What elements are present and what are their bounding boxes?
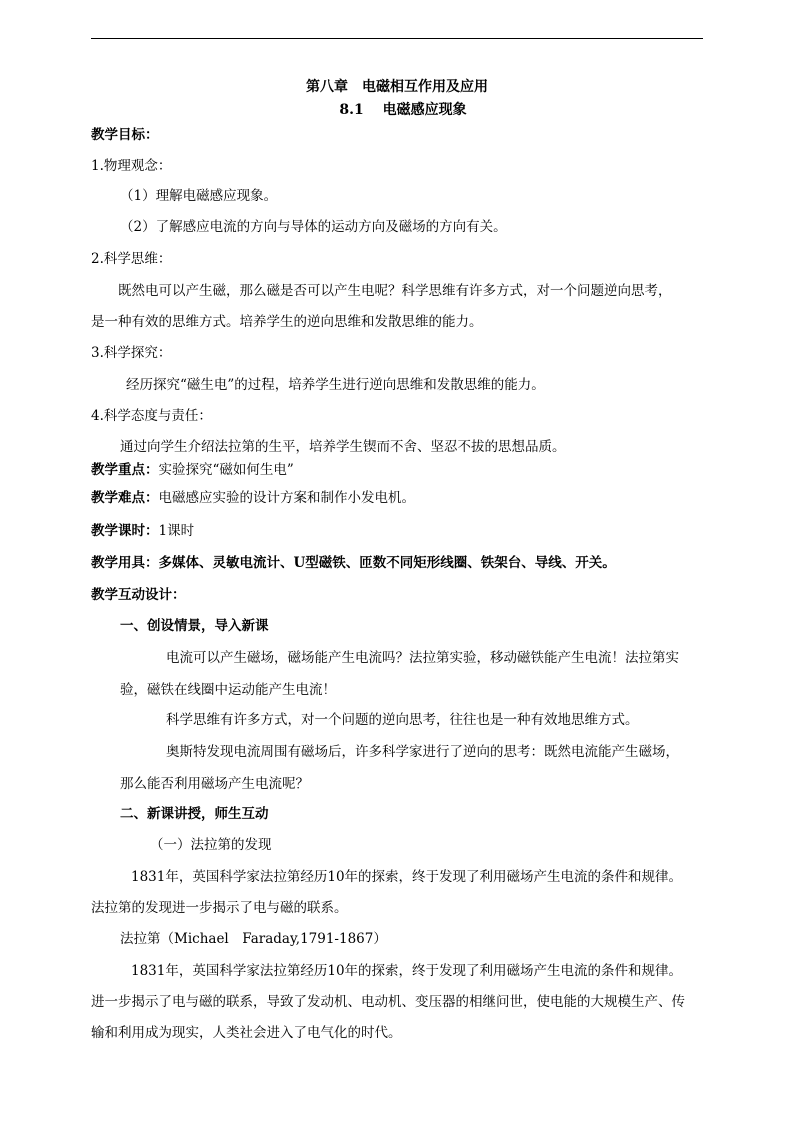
difficulty-text: 电磁感应实验的设计方案和制作小发电机。 [158,490,415,506]
objective-1-point-2: （2）了解感应电流的方向与导体的运动方向及磁场的方向有关。 [120,219,507,235]
part-2-paragraph-1-line-1: 1831年，英国科学家法拉第经历10年的探索，终于发现了利用磁场产生电流的条件和规律。 [131,869,683,885]
part-2-subheading-1: （一）法拉第的发现 [150,837,272,853]
part-1-paragraph-1-line-1: 电流可以产生磁场，磁场能产生电流吗？法拉第实验，移动磁铁能产生电流！法拉第实 [166,650,679,666]
section-title: 8.1 电磁感应现象 [339,102,467,118]
objective-2-text-line-2: 是一种有效的思维方式。培养学生的逆向思维和发散思维的能力。 [91,314,483,330]
chapter-title: 第八章 电磁相互作用及应用 [306,79,488,95]
objective-2-label: 2.科学思维： [91,251,172,267]
part-2-heading: 二、新课讲授，师生互动 [120,806,269,822]
part-2-paragraph-1-line-2: 法拉第的发现进一步揭示了电与磁的联系。 [91,900,348,916]
objective-3-text: 经历探究“磁生电”的过程，培养学生进行逆向思维和发散思维的能力。 [126,377,545,393]
key-point-label: 教学重点： [91,462,159,478]
part-1-paragraph-2: 科学思维有许多方式，对一个问题的逆向思考，往往也是一种有效地思维方式。 [166,712,639,728]
design-heading: 教学互动设计： [91,587,186,603]
objective-3-label: 3.科学探究： [91,345,172,361]
part-1-paragraph-1-line-2: 验，磁铁在线圈中运动能产生电流！ [120,682,336,698]
objective-2-text-line-1: 既然电可以产生磁，那么磁是否可以产生电呢？科学思维有许多方式，对一个问题逆向思考， [118,283,672,299]
difficulty-label: 教学难点： [91,490,159,506]
objective-1-label: 1.物理观念： [91,158,172,174]
objective-4-text: 通过向学生介绍法拉第的生平，培养学生锲而不舍、坚忍不拔的思想品质。 [120,439,566,455]
objectives-heading: 教学目标： [91,127,159,143]
tools-label: 教学用具： [91,555,159,571]
objective-1-point-1: （1）理解电磁感应现象。 [120,188,278,204]
difficulty-line [91,489,415,507]
hours-label: 教学课时： [91,523,159,539]
key-point-line [91,461,294,479]
part-1-heading: 一、创设情景，导入新课 [120,618,269,634]
part-1-paragraph-3-line-1: 奥斯特发现电流周围有磁场后，许多科学家进行了逆向的思考：既然电流能产生磁场， [166,744,679,760]
tools-line [91,554,616,572]
part-2-paragraph-3-line-2: 进一步揭示了电与磁的联系，导致了发动机、电动机、变压器的相继问世，使电能的大规模生产、传 [91,994,685,1010]
part-1-paragraph-3-line-2: 那么能否利用磁场产生电流呢？ [120,776,309,792]
header-rule [91,38,703,39]
hours-line [91,522,194,540]
part-2-paragraph-2: 法拉第（Michael Faraday,1791-1867） [120,931,387,947]
part-2-paragraph-3-line-3: 输和利用成为现实，人类社会进入了电气化的时代。 [91,1025,402,1041]
objective-4-label: 4.科学态度与责任： [91,408,212,424]
key-point-text: 实验探究“磁如何生电” [158,462,294,478]
part-2-paragraph-3-line-1: 1831年，英国科学家法拉第经历10年的探索，终于发现了利用磁场产生电流的条件和规律。 [131,963,683,979]
hours-text: 1课时 [158,523,195,539]
tools-text: 多媒体、灵敏电流计、U型磁铁、匝数不同矩形线圈、铁架台、导线、开关。 [158,555,616,571]
